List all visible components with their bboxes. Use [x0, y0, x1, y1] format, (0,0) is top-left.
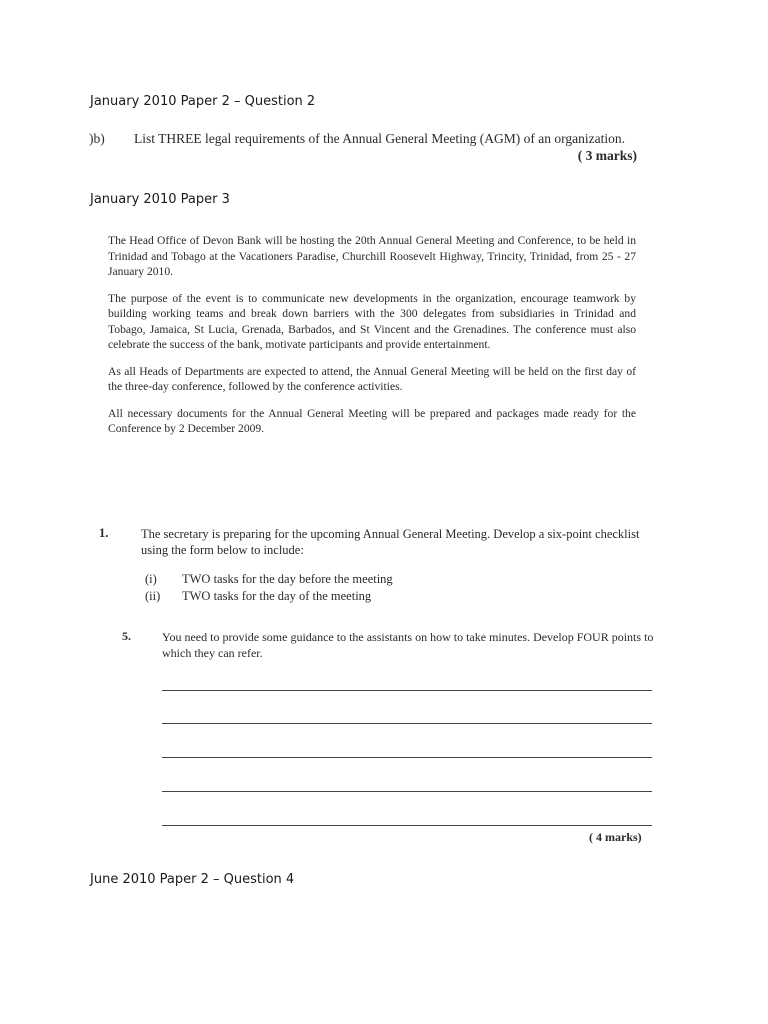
scenario-paragraph-2: The purpose of the event is to communicate new developments in the organization, encourage teamwork by building working teams and break down barriers with the 300 delegates from subsidiaries in Trinidad and Tobago, Jamaica, St Lucia, Grenada, Barbados, and St Vincent and the Grenadines. The conference must also celebrate the success of the bank, motivate participants and provide entertainment. [108, 291, 636, 351]
answer-line [162, 757, 652, 758]
question-1-text: The secretary is preparing for the upcoming Annual General Meeting. Develop a six-point checklist using the form below to include: [141, 527, 640, 557]
heading-jan-2010-paper-2: January 2010 Paper 2 – Question 2 [90, 94, 316, 109]
question-1-number: 1. [99, 526, 109, 540]
question-5-marks: ( 4 marks) [589, 830, 642, 844]
scenario-passage [108, 233, 636, 448]
scenario-paragraph-4: All necessary documents for the Annual General Meeting will be prepared and packages made ready for the Conference by 2 December 2009. [108, 406, 636, 435]
scenario-paragraph-1: The Head Office of Devon Bank will be hosting the 20th Annual General Meeting and Conference, to be held in Trinidad and Tobago at the Vacationers Paradise, Churchill Roosevelt Highway, Trincity, Trinidad, from 25 - 27 January 2010. [108, 234, 636, 278]
question-1-item-label: (i) [145, 572, 157, 586]
answer-line [162, 690, 652, 691]
question-b-label: )b) [89, 131, 105, 146]
question-1-item-label: (ii) [145, 589, 161, 603]
heading-jan-2010-paper-3: January 2010 Paper 3 [90, 192, 230, 207]
heading-june-2010-paper-2: June 2010 Paper 2 – Question 4 [90, 872, 295, 887]
scenario-paragraph-3: As all Heads of Departments are expected to attend, the Annual General Meeting will be held on the first day of the three-day conference, followed by the conference activities. [108, 364, 636, 393]
question-b-marks: ( 3 marks) [577, 148, 637, 163]
answer-line [162, 723, 652, 724]
question-1-item-text: TWO tasks for the day of the meeting [182, 589, 372, 603]
answer-line [162, 791, 652, 792]
question-1-item-text: TWO tasks for the day before the meeting [182, 572, 393, 586]
answer-line [162, 825, 652, 826]
question-5-number: 5. [122, 629, 131, 643]
question-b-text: List THREE legal requirements of the Annual General Meeting (AGM) of an organization. [134, 131, 625, 146]
question-5-text: You need to provide some guidance to the assistants on how to take minutes. Develop FOUR points to which they can refer. [162, 630, 654, 660]
